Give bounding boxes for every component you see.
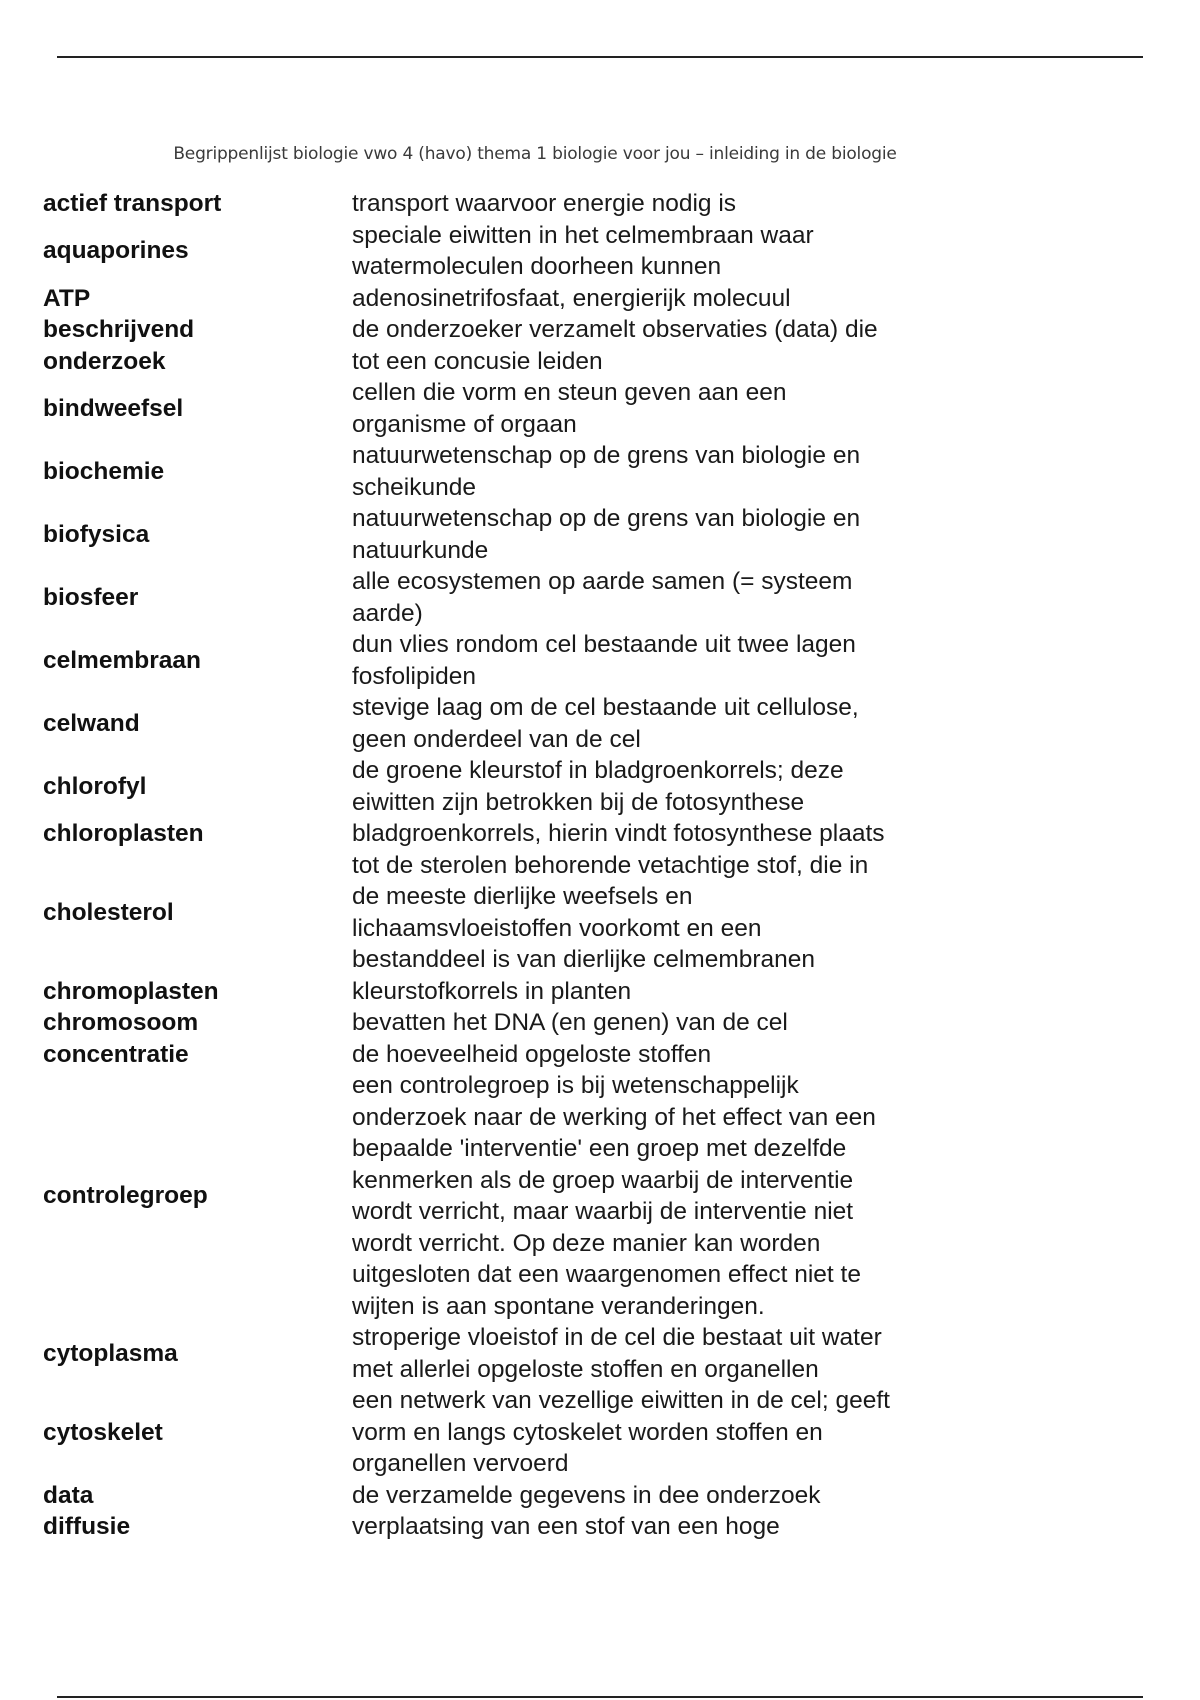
glossary-definition (352, 314, 1043, 346)
glossary-definition (352, 850, 1043, 976)
glossary-row (43, 283, 1043, 315)
glossary-table (43, 188, 1043, 1543)
definition-line: onderzoek naar de werking of het effect van een (352, 1103, 876, 1131)
page-header-title: Begrippenlijst biologie vwo 4 (havo) thema 1 biologie voor jou – inleiding in de biologie (173, 144, 897, 164)
glossary-row (43, 188, 1043, 220)
definition-line: met allerlei opgeloste stoffen en organellen (352, 1355, 819, 1383)
definition-line: verplaatsing van een stof van een hoge (352, 1513, 780, 1540)
definition-line: speciale eiwitten in het celmembraan waar (352, 221, 814, 249)
definition-line: de meeste dierlijke weefsels en (352, 883, 693, 910)
glossary-row (43, 692, 1043, 755)
glossary-definition (352, 818, 1043, 850)
glossary-row (43, 850, 1043, 976)
glossary-definition (352, 1385, 1043, 1480)
glossary-term: concentratie (43, 1040, 189, 1068)
glossary-definition (352, 377, 1043, 440)
definition-line: fosfolipiden (352, 662, 476, 690)
glossary-row (43, 566, 1043, 629)
definition-line: watermoleculen doorheen kunnen (352, 253, 722, 280)
definition-line: eiwitten zijn betrokken bij de fotosynthese (352, 788, 805, 816)
definition-line: natuurwetenschap op de grens van biologie en (352, 442, 861, 469)
definition-line: adenosinetrifosfaat, energierijk molecuul (352, 284, 791, 312)
glossary-row (43, 976, 1043, 1008)
glossary-term: celmembraan (43, 646, 201, 674)
glossary-definition (352, 283, 1043, 315)
definition-line: alle ecosystemen op aarde samen (= systeem (352, 568, 853, 595)
glossary-row (43, 314, 1043, 346)
top-rule (57, 56, 1143, 58)
glossary-term: chromoplasten (43, 977, 219, 1005)
definition-line: wordt verricht, maar waarbij de interventie niet (352, 1198, 854, 1225)
glossary-definition (352, 566, 1043, 629)
glossary-term: cytoplasma (43, 1339, 178, 1367)
glossary-definition (352, 1070, 1043, 1322)
definition-line: bepaalde 'interventie' een groep met dezelfde (352, 1135, 847, 1162)
definition-line: een netwerk van vezellige eiwitten in de cel; geeft (352, 1387, 890, 1414)
glossary-term: cholesterol (43, 898, 174, 926)
glossary-definition (352, 188, 1043, 220)
glossary-definition (352, 629, 1043, 692)
definition-line: de hoeveelheid opgeloste stoffen (352, 1040, 712, 1068)
glossary-term: cytoskelet (43, 1418, 163, 1446)
glossary-definition (352, 346, 1043, 378)
glossary-row (43, 220, 1043, 283)
definition-line: bestanddeel is van dierlijke celmembranen (352, 946, 816, 973)
glossary-body (43, 188, 1043, 1543)
glossary-term: biofysica (43, 520, 150, 548)
definition-line: uitgesloten dat een waargenomen effect niet te (352, 1261, 861, 1288)
glossary-term: actief transport (43, 190, 222, 217)
definition-line: bevatten het DNA (en genen) van de cel (352, 1009, 788, 1036)
glossary-row (43, 503, 1043, 566)
glossary-term: biosfeer (43, 583, 139, 611)
glossary-term: chlorofyl (43, 772, 147, 800)
glossary-term: onderzoek (43, 347, 166, 375)
definition-line: natuurkunde (352, 536, 489, 564)
definition-line: organisme of orgaan (352, 410, 577, 438)
glossary-term: celwand (43, 709, 140, 737)
definition-line: aarde) (352, 599, 423, 627)
glossary-row (43, 629, 1043, 692)
definition-line: wordt verricht. Op deze manier kan worden (352, 1229, 821, 1257)
glossary-term: controlegroep (43, 1182, 208, 1210)
definition-line: tot de sterolen behorende vetachtige stof, die in (352, 851, 869, 879)
glossary-term: chromosoom (43, 1009, 199, 1036)
definition-line: de onderzoeker verzamelt observaties (data) die (352, 316, 878, 343)
glossary-row (43, 440, 1043, 503)
glossary-term: ATP (43, 284, 91, 312)
glossary-term: bindweefsel (43, 394, 184, 422)
glossary-row (43, 755, 1043, 818)
definition-line: natuurwetenschap op de grens van biologie en (352, 505, 861, 532)
definition-line: bladgroenkorrels, hierin vindt fotosynthese plaats (352, 820, 885, 847)
glossary-row (43, 1322, 1043, 1385)
definition-line: de verzamelde gegevens in dee onderzoek (352, 1481, 821, 1509)
bottom-rule (57, 1696, 1143, 1698)
glossary-definition (352, 1480, 1043, 1512)
glossary-term: data (43, 1481, 94, 1509)
glossary-definition (352, 503, 1043, 566)
definition-line: stevige laag om de cel bestaande uit cellulose, (352, 694, 859, 721)
glossary-definition (352, 1007, 1043, 1039)
definition-line: wijten is aan spontane veranderingen. (352, 1292, 765, 1320)
definition-line: vorm en langs cytoskelet worden stoffen en (352, 1418, 823, 1446)
definition-line: een controlegroep is bij wetenschappelijk (352, 1072, 799, 1099)
definition-line: kenmerken als de groep waarbij de interventie (352, 1166, 854, 1194)
glossary-row (43, 818, 1043, 850)
glossary-definition (352, 1039, 1043, 1071)
glossary-row (43, 1070, 1043, 1322)
definition-line: cellen die vorm en steun geven aan een (352, 379, 787, 406)
glossary-row (43, 346, 1043, 378)
glossary-row (43, 377, 1043, 440)
definition-line: lichaamsvloeistoffen voorkomt en een (352, 914, 762, 942)
glossary-definition (352, 755, 1043, 818)
glossary-term: beschrijvend (43, 316, 195, 343)
definition-line: geen onderdeel van de cel (352, 725, 641, 753)
glossary-row (43, 1039, 1043, 1071)
glossary-definition (352, 976, 1043, 1008)
glossary-definition (352, 220, 1043, 283)
definition-line: stroperige vloeistof in de cel die bestaat uit water (352, 1324, 882, 1351)
definition-line: kleurstofkorrels in planten (352, 977, 632, 1005)
glossary-term: chloroplasten (43, 820, 204, 847)
glossary-row (43, 1385, 1043, 1480)
glossary-term: biochemie (43, 457, 165, 485)
definition-line: transport waarvoor energie nodig is (352, 190, 737, 217)
glossary-row (43, 1480, 1043, 1512)
definition-line: organellen vervoerd (352, 1450, 569, 1477)
glossary-definition (352, 440, 1043, 503)
glossary-row (43, 1511, 1043, 1543)
glossary-definition (352, 1511, 1043, 1543)
glossary-definition (352, 692, 1043, 755)
definition-line: dun vlies rondom cel bestaande uit twee lagen (352, 631, 856, 658)
definition-line: de groene kleurstof in bladgroenkorrels; deze (352, 757, 844, 784)
definition-line: tot een concusie leiden (352, 347, 603, 375)
glossary-row (43, 1007, 1043, 1039)
glossary-definition (352, 1322, 1043, 1385)
definition-line: scheikunde (352, 473, 476, 501)
glossary-term: aquaporines (43, 237, 189, 265)
glossary-term: diffusie (43, 1513, 131, 1540)
